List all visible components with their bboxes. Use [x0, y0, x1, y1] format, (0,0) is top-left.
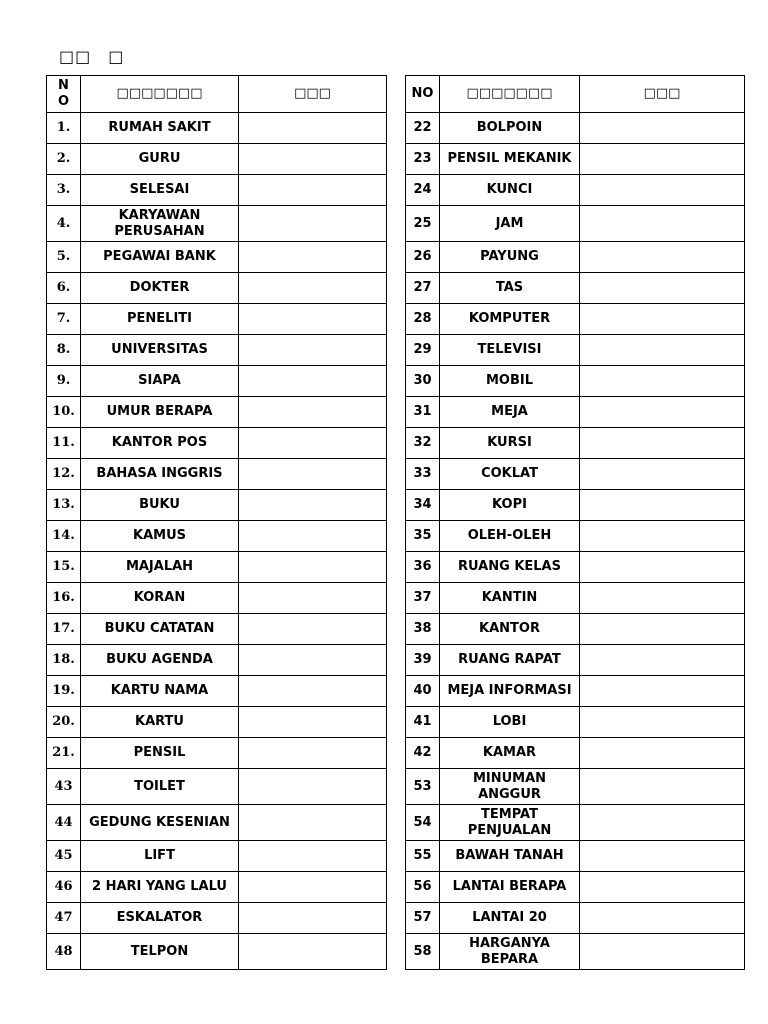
answer-field[interactable] [239, 175, 387, 206]
answer-field[interactable] [580, 583, 745, 614]
answer-field[interactable] [239, 366, 387, 397]
answer-field[interactable] [239, 428, 387, 459]
vocabulary-word: KAMUS [81, 521, 239, 552]
row-number: 9. [47, 366, 81, 397]
answer-field[interactable] [239, 934, 387, 970]
vocabulary-word: BUKU CATATAN [81, 614, 239, 645]
row-number: 16. [47, 583, 81, 614]
vocabulary-word: TOILET [81, 769, 239, 805]
vocabulary-word: UNIVERSITAS [81, 335, 239, 366]
row-number: 58 [406, 934, 440, 970]
vocabulary-word: UMUR BERAPA [81, 397, 239, 428]
row-number: 2. [47, 144, 81, 175]
answer-field[interactable] [580, 805, 745, 841]
vocabulary-word: KOPI [440, 490, 580, 521]
answer-field[interactable] [239, 206, 387, 242]
table-header-row [406, 76, 745, 113]
vocabulary-word: RUANG KELAS [440, 552, 580, 583]
table-row [406, 738, 745, 769]
table-row [47, 552, 387, 583]
vocabulary-word: MOBIL [440, 366, 580, 397]
vocabulary-word: BOLPOIN [440, 113, 580, 144]
row-number: 56 [406, 872, 440, 903]
answer-field[interactable] [580, 707, 745, 738]
row-number: 26 [406, 242, 440, 273]
table-row [47, 614, 387, 645]
vocabulary-word: TEMPAT PENJUALAN [440, 805, 580, 841]
row-number: 28 [406, 304, 440, 335]
vocabulary-word: PENSIL [81, 738, 239, 769]
vocabulary-table-right [405, 75, 745, 970]
table-row [406, 707, 745, 738]
table-row [406, 872, 745, 903]
row-number: 44 [47, 805, 81, 841]
vocabulary-word: TELPON [81, 934, 239, 970]
row-number: 53 [406, 769, 440, 805]
answer-field[interactable] [239, 872, 387, 903]
answer-field[interactable] [239, 397, 387, 428]
vocabulary-word: BUKU [81, 490, 239, 521]
table-row [47, 490, 387, 521]
answer-field[interactable] [580, 304, 745, 335]
table-row [47, 335, 387, 366]
vocabulary-word: PEGAWAI BANK [81, 242, 239, 273]
vocabulary-word: KANTOR POS [81, 428, 239, 459]
vocabulary-word: LIFT [81, 841, 239, 872]
answer-field[interactable] [580, 872, 745, 903]
table-row [406, 113, 745, 144]
row-number: 41 [406, 707, 440, 738]
vocabulary-word: SELESAI [81, 175, 239, 206]
answer-field[interactable] [580, 738, 745, 769]
vocabulary-word: TELEVISI [440, 335, 580, 366]
row-number: 14. [47, 521, 81, 552]
table-row [47, 521, 387, 552]
row-number: 27 [406, 273, 440, 304]
table-row [406, 614, 745, 645]
table-row [47, 428, 387, 459]
vocabulary-word: TAS [440, 273, 580, 304]
table-row [406, 583, 745, 614]
page-title: □□ □ [59, 47, 125, 66]
answer-field[interactable] [580, 614, 745, 645]
row-number: 38 [406, 614, 440, 645]
vocabulary-word: PAYUNG [440, 242, 580, 273]
vocabulary-word: MINUMAN ANGGUR [440, 769, 580, 805]
row-number: 55 [406, 841, 440, 872]
answer-field[interactable] [580, 175, 745, 206]
row-number: 31 [406, 397, 440, 428]
vocabulary-word: GURU [81, 144, 239, 175]
row-number: 3. [47, 175, 81, 206]
row-number: 34 [406, 490, 440, 521]
vocabulary-word: ESKALATOR [81, 903, 239, 934]
table-row [406, 144, 745, 175]
table-row [47, 872, 387, 903]
vocabulary-word: BUKU AGENDA [81, 645, 239, 676]
vocabulary-word: LANTAI BERAPA [440, 872, 580, 903]
answer-field[interactable] [580, 273, 745, 304]
answer-field[interactable] [580, 335, 745, 366]
vocabulary-table-left [46, 75, 387, 970]
vocabulary-word: KARTU NAMA [81, 676, 239, 707]
row-number: 8. [47, 335, 81, 366]
answer-field[interactable] [580, 645, 745, 676]
answer-field[interactable] [239, 738, 387, 769]
row-number: 6. [47, 273, 81, 304]
row-number: 43 [47, 769, 81, 805]
row-number: 47 [47, 903, 81, 934]
table-row [47, 304, 387, 335]
answer-field[interactable] [239, 304, 387, 335]
table-row [406, 273, 745, 304]
vocabulary-word: RUMAH SAKIT [81, 113, 239, 144]
answer-field[interactable] [580, 366, 745, 397]
column-header-answer: □□□ [580, 76, 745, 113]
row-number: 48 [47, 934, 81, 970]
row-number: 37 [406, 583, 440, 614]
row-number: 13. [47, 490, 81, 521]
answer-field[interactable] [580, 428, 745, 459]
answer-field[interactable] [580, 397, 745, 428]
answer-field[interactable] [239, 903, 387, 934]
row-number: 22 [406, 113, 440, 144]
answer-field[interactable] [239, 335, 387, 366]
row-number: 25 [406, 206, 440, 242]
row-number: 33 [406, 459, 440, 490]
table-row [406, 805, 745, 841]
answer-field[interactable] [580, 206, 745, 242]
table-row [47, 841, 387, 872]
table-row [406, 841, 745, 872]
vocabulary-word: MAJALAH [81, 552, 239, 583]
row-number: 10. [47, 397, 81, 428]
table-row [47, 676, 387, 707]
column-header-number: NO [406, 76, 440, 113]
row-number: 35 [406, 521, 440, 552]
row-number: 46 [47, 872, 81, 903]
row-number: 5. [47, 242, 81, 273]
vocabulary-word: KOMPUTER [440, 304, 580, 335]
vocabulary-word: JAM [440, 206, 580, 242]
table-row [406, 175, 745, 206]
vocabulary-word: HARGANYA BEPARA [440, 934, 580, 970]
table-row [47, 707, 387, 738]
column-header-answer: □□□ [239, 76, 387, 113]
row-number: 42 [406, 738, 440, 769]
answer-field[interactable] [239, 521, 387, 552]
row-number: 57 [406, 903, 440, 934]
answer-field[interactable] [239, 144, 387, 175]
table-row [406, 552, 745, 583]
table-row [406, 521, 745, 552]
answer-field[interactable] [580, 552, 745, 583]
table-row [406, 366, 745, 397]
table-row [47, 583, 387, 614]
column-header-number: N O [47, 76, 81, 113]
vocabulary-word: MEJA INFORMASI [440, 676, 580, 707]
answer-field[interactable] [239, 614, 387, 645]
row-number: 39 [406, 645, 440, 676]
row-number: 40 [406, 676, 440, 707]
row-number: 36 [406, 552, 440, 583]
table-row [406, 397, 745, 428]
row-number: 7. [47, 304, 81, 335]
vocabulary-word: KANTOR [440, 614, 580, 645]
vocabulary-word: LOBI [440, 707, 580, 738]
table-row [47, 769, 387, 805]
table-row [47, 242, 387, 273]
answer-field[interactable] [580, 490, 745, 521]
row-number: 15. [47, 552, 81, 583]
vocabulary-word: KORAN [81, 583, 239, 614]
row-number: 30 [406, 366, 440, 397]
row-number: 23 [406, 144, 440, 175]
table-row [406, 304, 745, 335]
answer-field[interactable] [580, 242, 745, 273]
vocabulary-word: PENELITI [81, 304, 239, 335]
answer-field[interactable] [239, 490, 387, 521]
answer-field[interactable] [239, 645, 387, 676]
answer-field[interactable] [580, 113, 745, 144]
answer-field[interactable] [239, 676, 387, 707]
row-number: 1. [47, 113, 81, 144]
answer-field[interactable] [239, 273, 387, 304]
row-number: 24 [406, 175, 440, 206]
answer-field[interactable] [239, 841, 387, 872]
table-row [47, 459, 387, 490]
answer-field[interactable] [239, 459, 387, 490]
table-row [406, 206, 745, 242]
vocabulary-word: LANTAI 20 [440, 903, 580, 934]
table-row [47, 934, 387, 970]
row-number: 12. [47, 459, 81, 490]
answer-field[interactable] [239, 707, 387, 738]
table-row [47, 738, 387, 769]
table-row [47, 273, 387, 304]
table-row [406, 242, 745, 273]
answer-field[interactable] [580, 934, 745, 970]
vocabulary-word: DOKTER [81, 273, 239, 304]
answer-field[interactable] [580, 144, 745, 175]
vocabulary-word: KARTU [81, 707, 239, 738]
table-row [406, 934, 745, 970]
table-row [406, 490, 745, 521]
table-row [47, 805, 387, 841]
row-number: 21. [47, 738, 81, 769]
answer-field[interactable] [239, 242, 387, 273]
vocabulary-word: COKLAT [440, 459, 580, 490]
table-row [47, 144, 387, 175]
answer-field[interactable] [580, 841, 745, 872]
column-header-word: □□□□□□□ [81, 76, 239, 113]
row-number: 29 [406, 335, 440, 366]
table-row [47, 113, 387, 144]
table-row [406, 428, 745, 459]
row-number: 19. [47, 676, 81, 707]
column-header-word: □□□□□□□ [440, 76, 580, 113]
table-header-row [47, 76, 387, 113]
row-number: 17. [47, 614, 81, 645]
vocabulary-word: PENSIL MEKANIK [440, 144, 580, 175]
vocabulary-word: KAMAR [440, 738, 580, 769]
table-row [47, 645, 387, 676]
table-row [406, 645, 745, 676]
vocabulary-word: BAWAH TANAH [440, 841, 580, 872]
answer-field[interactable] [239, 805, 387, 841]
row-number: 54 [406, 805, 440, 841]
row-number: 45 [47, 841, 81, 872]
vocabulary-word: RUANG RAPAT [440, 645, 580, 676]
answer-field[interactable] [580, 903, 745, 934]
row-number: 4. [47, 206, 81, 242]
vocabulary-word: KUNCI [440, 175, 580, 206]
table-row [47, 366, 387, 397]
answer-field[interactable] [239, 552, 387, 583]
table-row [406, 335, 745, 366]
table-row [47, 397, 387, 428]
vocabulary-word: SIAPA [81, 366, 239, 397]
answer-field[interactable] [239, 583, 387, 614]
vocabulary-word: KANTIN [440, 583, 580, 614]
vocabulary-word: GEDUNG KESENIAN [81, 805, 239, 841]
answer-field[interactable] [239, 113, 387, 144]
row-number: 20. [47, 707, 81, 738]
row-number: 18. [47, 645, 81, 676]
vocabulary-word: KARYAWAN PERUSAHAN [81, 206, 239, 242]
vocabulary-word: MEJA [440, 397, 580, 428]
answer-field[interactable] [239, 769, 387, 805]
row-number: 11. [47, 428, 81, 459]
table-row [406, 903, 745, 934]
table-row [406, 676, 745, 707]
answer-field[interactable] [580, 521, 745, 552]
table-row [47, 903, 387, 934]
table-row [47, 175, 387, 206]
table-row [406, 769, 745, 805]
answer-field[interactable] [580, 769, 745, 805]
table-row [47, 206, 387, 242]
vocabulary-word: OLEH-OLEH [440, 521, 580, 552]
vocabulary-word: 2 HARI YANG LALU [81, 872, 239, 903]
vocabulary-word: KURSI [440, 428, 580, 459]
answer-field[interactable] [580, 676, 745, 707]
row-number: 32 [406, 428, 440, 459]
vocabulary-word: BAHASA INGGRIS [81, 459, 239, 490]
answer-field[interactable] [580, 459, 745, 490]
table-row [406, 459, 745, 490]
